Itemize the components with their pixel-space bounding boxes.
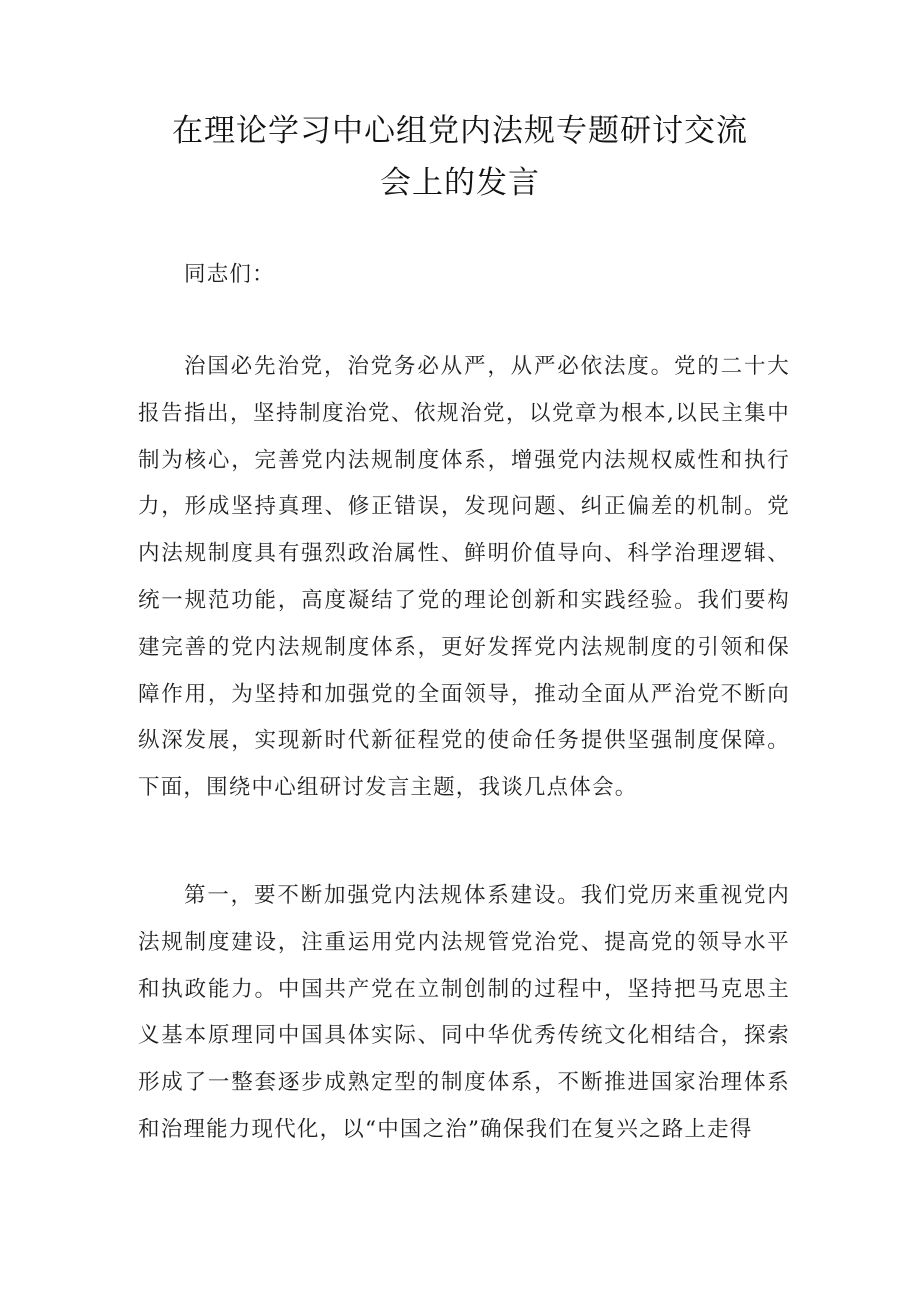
- document-title-line-2: 会上的发言: [380, 165, 540, 201]
- body-paragraph: 第一，要不断加强党内法规体系建设。我们党历来重视党内法规制度建设，注重运用党内法规管党治党、提高党的领导水平和执政能力。中国共产党在立制创制的过程中，坚持把马克思主义基本原理同中国具体实际、同中华优秀传统文化相结合，探索形成了一整套逐步成熟定型的制度体系，不断推进国家治理体系和治理能力现代化，以“中国之治”确保我们在复兴之路上走得: [138, 883, 790, 1142]
- body-paragraph: 治国必先治党，治党务必从严，从严必依法度。党的二十大报告指出，坚持制度治党、依规治党，以党章为根本,以民主集中制为核心，完善党内法规制度体系，增强党内法规权威性和执行力，形成坚持真理、修正错误，发现问题、纠正偏差的机制。党内法规制度具有强烈政治属性、鲜明价值导向、科学治理逻辑、统一规范功能，高度凝结了党的理论创新和实践经验。我们要构建完善的党内法规制度体系，更好发挥党内法规制度的引领和保障作用，为坚持和加强党的全面领导，推动全面从严治党不断向纵深发展，实现新时代新征程党的使命任务提供坚强制度保障。下面，围绕中心组研讨发言主题，我谈几点体会。: [138, 354, 790, 801]
- salutation: 同志们：: [184, 262, 275, 287]
- document-title-line-1: 在理论学习中心组党内法规专题研讨交流: [172, 113, 748, 149]
